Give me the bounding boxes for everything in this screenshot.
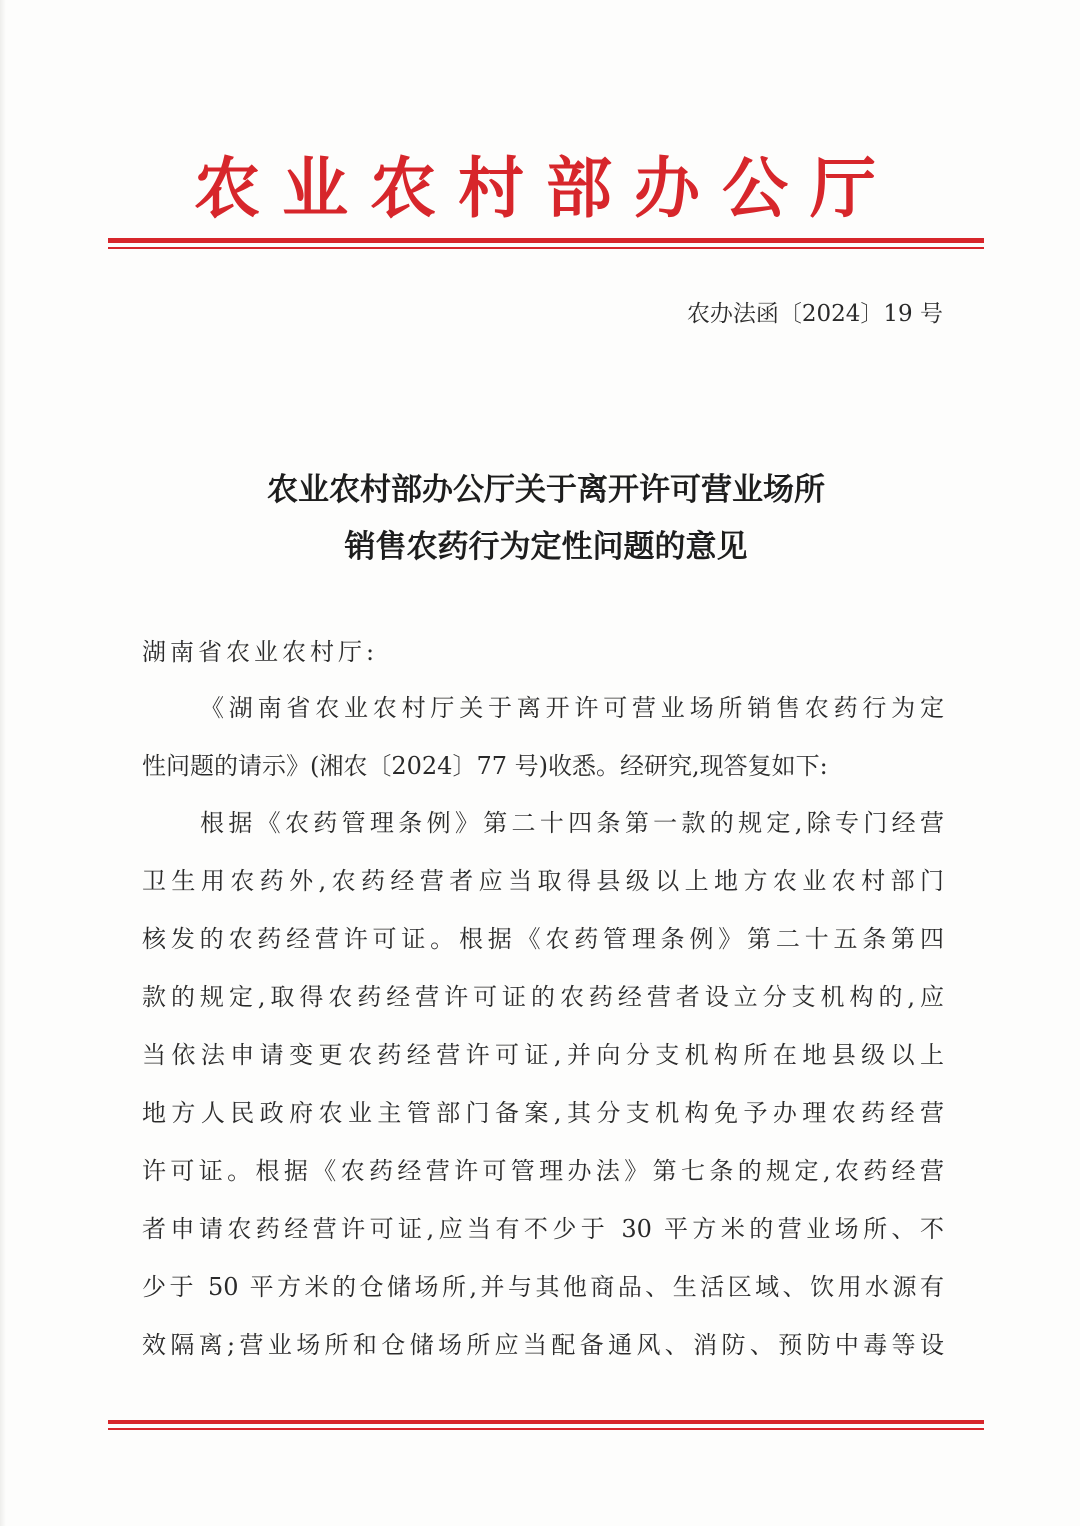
paragraph-line: 效隔离;营业场所和仓储场所应当配备通风、消防、预防中毒等设	[142, 1331, 944, 1359]
paragraph-line: 许可证。根据《农药经营许可管理办法》第七条的规定,农药经营	[142, 1157, 944, 1185]
paragraph-line: 性问题的请示》(湘农〔2024〕77 号)收悉。经研究,现答复如下:	[142, 752, 828, 780]
footer-rule-thin	[108, 1428, 984, 1430]
paragraph-line: 根据《农药管理条例》第二十四条第一款的规定,除专门经营	[200, 809, 944, 837]
scan-edge-shadow	[0, 0, 6, 1526]
paragraph-line: 核发的农药经营许可证。根据《农药管理条例》第二十五条第四	[142, 925, 944, 953]
paragraph-line: 《湖南省农业农村厅关于离开许可营业场所销售农药行为定	[200, 694, 944, 722]
letterhead-rule-thick	[108, 238, 984, 243]
paragraph-line: 少于 50 平方米的仓储场所,并与其他商品、生活区域、饮用水源有	[142, 1273, 944, 1301]
document-title-line-2: 销售农药行为定性问题的意见	[344, 529, 748, 565]
document-number: 农办法函〔2024〕19 号	[686, 301, 943, 327]
footer-rule-thick	[108, 1420, 984, 1424]
paragraph-line: 地方人民政府农业主管部门备案,其分支机构免予办理农药经营	[142, 1099, 944, 1127]
document-title-line-1: 农业农村部办公厅关于离开许可营业场所	[267, 472, 825, 508]
letterhead-organization: 农业农村部办公厅	[194, 149, 898, 227]
paragraph-line: 者申请农药经营许可证,应当有不少于 30 平方米的营业场所、不	[142, 1215, 944, 1243]
paragraph-line: 卫生用农药外,农药经营者应当取得县级以上地方农业农村部门	[142, 867, 944, 895]
paragraph-line: 当依法申请变更农药经营许可证,并向分支机构所在地县级以上	[142, 1041, 944, 1069]
paragraph-line: 款的规定,取得农药经营许可证的农药经营者设立分支机构的,应	[142, 983, 944, 1011]
letterhead-rule-thin	[108, 247, 984, 249]
salutation: 湖南省农业农村厅:	[142, 638, 379, 666]
